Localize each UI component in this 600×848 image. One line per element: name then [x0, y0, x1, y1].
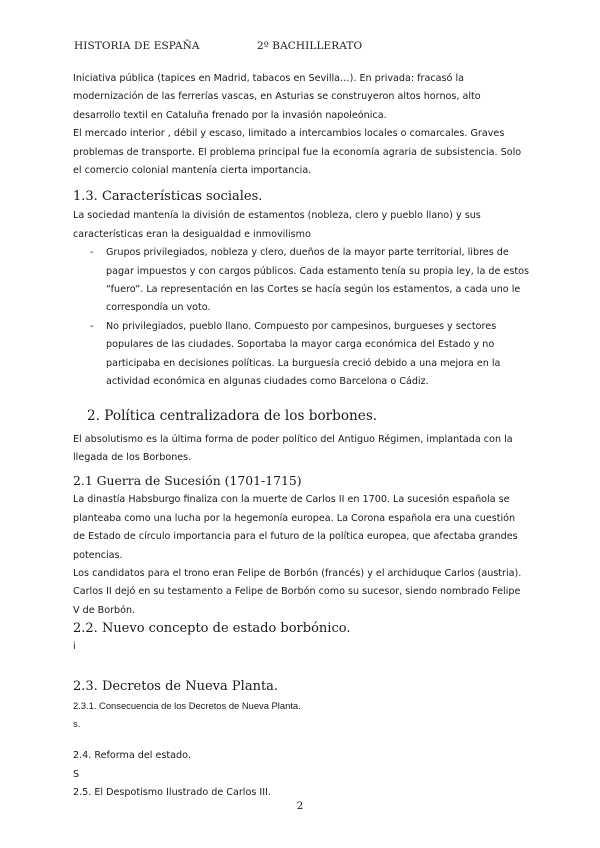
section-heading-decretos: 2.3. Decretos de Nueva Planta. [73, 678, 279, 694]
list-item [73, 244, 529, 318]
social-list [73, 244, 529, 391]
section-heading-concepto: 2.2. Nuevo concepto de estado borbónico. [73, 621, 351, 637]
despotismo-heading: 2.5. El Despotismo Ilustrado de Carlos III. [73, 787, 271, 799]
header-subject: HISTORIA DE ESPAÑA [74, 40, 200, 52]
list-item-text: Grupos privilegiados, nobleza y clero, dueños de la mayor parte territorial, libres de pagar impuestos y con cargos públicos. Cada estamento tenía su propia ley, la de estos “fuero”. La representación en las Cortes se hacía según los estamentos, a cada uno le correspondía un voto. [106, 247, 529, 314]
bullet-dash: - [90, 320, 94, 332]
politica-intro: El absolutismo es la última forma de poder político del Antiguo Régimen, implantada con la llegada de los Borbones. [73, 433, 513, 463]
guerra-paragraph-3: Carlos II dejó en su testamento a Felipe de Borbón como su sucesor, siendo nombrado Felipe V de Borbón. [73, 586, 521, 616]
decretos-subheading: 2.3.1. Consecuencia de los Decretos de Nueva Planta. [73, 699, 301, 711]
list-item-text: No privilegiados, pueblo llano. Compuesto por campesinos, burgueses y sectores populares de las ciudades. Soportaba la mayor carga económica del Estado y no participaba en decisiones políticas. La burguesía creció debido a una mejora en la actividad económica en algunas ciudades como Barcelona o Cádiz. [106, 320, 501, 388]
social-intro: La sociedad mantenía la división de estamentos (nobleza, clero y pueblo llano) y sus características eran la desigualdad e inmovilismo [73, 210, 481, 240]
bullet-dash: - [90, 247, 94, 259]
section-heading-social: 1.3. Características sociales. [73, 189, 263, 205]
header-course: 2º BACHILLERATO [257, 40, 363, 52]
page-number: 2 [296, 800, 304, 812]
guerra-paragraph-1: La dinastía Habsburgo finaliza con la muerte de Carlos II en 1700. La sucesión española se planteaba como una lucha por la hegemonía europea. La Corona española era una cuestión de Estado de círculo importancia para el futuro de la política europea, que afectaba grandes potencias. [73, 494, 518, 561]
intro-paragraph-market: El mercado interior , débil y escaso, limitado a intercambios locales o comarcales. Graves problemas de transporte. El problema principal fue la economía agraria de subsistencia. Solo el comercio colonial mantenía cierta importancia. [73, 128, 522, 177]
decretos-sub-body: s. [73, 717, 81, 729]
section-heading-politica: 2. Política centralizadora de los borbones. [87, 407, 378, 424]
guerra-paragraph-2: Los candidatos para el trono eran Felipe de Borbón (francés) y el archiduque Carlos (austria). [73, 567, 522, 579]
concepto-body: i [73, 641, 76, 653]
list-item [73, 318, 529, 392]
reforma-body: S [73, 768, 80, 780]
page-content [73, 70, 529, 803]
section-heading-guerra: 2.1 Guerra de Sucesión (1701-1715) [73, 473, 302, 489]
reforma-heading: 2.4. Reforma del estado. [73, 750, 191, 762]
intro-paragraph-industry: Iniciativa pública (tapices en Madrid, tabacos en Sevilla…). En privada: fracasó la modernización de las ferrerías vascas, en Asturias se construyeron altos hornos, alto desarrollo textil en Cataluña frenado por la invasión napoleónica. [73, 73, 481, 121]
